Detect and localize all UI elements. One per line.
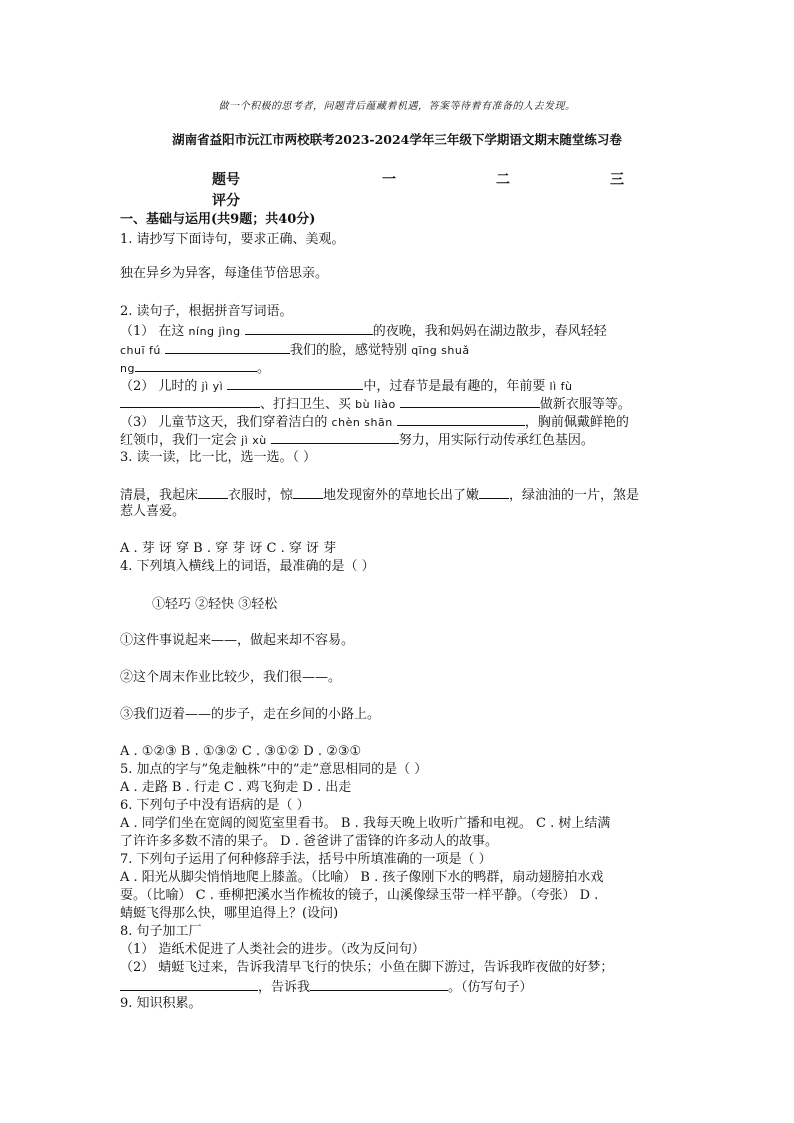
page-title: 湖南省益阳市沅江市两校联考2023-2024学年三年级下学期语文期末随堂练习卷 xyxy=(172,132,622,147)
question-2-part-1-end: ng 。 xyxy=(120,358,270,378)
answer-blank[interactable] xyxy=(293,485,323,499)
question-6-options-line-2: 了许许多多数不清的果子。 D . 爸爸讲了雷锋的许多动人的故事。 xyxy=(120,834,498,849)
pinyin: níng jìng xyxy=(188,325,241,338)
pinyin: lì fù xyxy=(549,380,573,393)
question-4-sentence-3: ③我们迈着——的步子，走在乡间的小路上。 xyxy=(120,707,381,722)
pinyin: jì xù xyxy=(241,434,267,447)
score-table-col-1: 一 xyxy=(382,172,396,188)
answer-blank[interactable] xyxy=(271,430,399,444)
answer-blank[interactable] xyxy=(400,394,540,408)
answer-blank[interactable] xyxy=(310,977,448,991)
answer-blank[interactable] xyxy=(198,485,228,499)
question-3-text-cont: 惹人喜爱。 xyxy=(120,504,186,519)
answer-blank[interactable] xyxy=(165,340,290,354)
pinyin: qīng shuǎ xyxy=(411,344,470,357)
answer-blank[interactable] xyxy=(245,321,373,335)
answer-blank[interactable] xyxy=(120,977,258,991)
question-4-sentence-2: ②这个周末作业比较少，我们很——。 xyxy=(120,670,342,685)
pinyin: ng xyxy=(120,362,135,375)
answer-blank[interactable] xyxy=(227,376,363,390)
question-3-options: A . 芽 讶 穿 B . 穿 芽 讶 C . 穿 讶 芽 xyxy=(120,541,337,556)
answer-blank[interactable] xyxy=(120,394,260,408)
question-7-options-line-3: 蜻蜓飞得那么快，哪里追得上？(设问) xyxy=(120,906,339,921)
question-2-stem: 2. 读句子，根据拼音写词语。 xyxy=(120,304,293,319)
section-heading: 一、基础与运用(共9题；共40分) xyxy=(120,212,316,227)
question-5-stem: 5. 加点的字与”兔走触株”中的”走”意思相同的是（ ） xyxy=(120,762,428,777)
question-6-options-line-1: A . 同学们坐在宽阔的阅览室里看书。 B . 我每天晚上收听广播和电视。 C . 树上结满 xyxy=(120,816,611,831)
answer-blank[interactable] xyxy=(135,358,257,372)
score-table-row-label: 题号 xyxy=(212,172,240,188)
question-2-part-3: （3） 儿童节这天，我们穿着洁白的 chèn shān ，胸前佩戴鲜艳的 xyxy=(120,412,629,432)
score-table-score-label: 评分 xyxy=(212,193,240,209)
score-table-col-3: 三 xyxy=(610,172,624,188)
question-8-part-1: （1） 造纸术促进了人类社会的进步。（改为反问句） xyxy=(120,942,425,957)
question-4-words: ①轻巧 ②轻快 ③轻松 xyxy=(152,597,278,612)
question-8-part-2-cont: ，告诉我 。（仿写句子） xyxy=(120,977,533,997)
score-table-col-2: 二 xyxy=(496,172,510,188)
question-8-part-2: （2） 蜻蜓飞过来，告诉我清早飞行的快乐；小鱼在脚下游过，告诉我昨夜做的好梦； xyxy=(120,960,614,975)
question-4-stem: 4. 下列填入横线上的词语，最准确的是（ ） xyxy=(120,559,375,574)
question-2-part-1-cont: chuī fú 我们的脸，感觉特别 qīng shuǎ xyxy=(120,340,470,360)
motto: 做一个积极的思考者，问题背后蕴藏着机遇，答案等待着有准备的人去发现。 xyxy=(218,101,576,112)
question-3-text: 清晨，我起床 衣服时，惊 地发现窗外的草地长出了嫩 ，绿油油的一片，煞是 xyxy=(120,485,639,505)
pinyin: jì yì xyxy=(201,380,224,393)
question-7-options-line-2: 耍。（比喻） C . 垂柳把溪水当作梳妆的镜子，山溪像绿玉带一样平静。（夸张） D . xyxy=(120,888,599,903)
question-4-sentence-1: ①这件事说起来——，做起来却不容易。 xyxy=(120,633,355,648)
pinyin: chuī fú xyxy=(120,344,161,357)
question-1-stem: 1. 请抄写下面诗句，要求正确、美观。 xyxy=(120,232,345,247)
answer-blank[interactable] xyxy=(479,485,509,499)
question-4-options: A . ①②③ B . ①③② C . ③①② D . ②③① xyxy=(120,744,362,759)
question-2-part-2-cont: 、打扫卫生、买 bù liào 做新衣服等等。 xyxy=(120,394,631,414)
pinyin: bù liào xyxy=(355,398,396,411)
question-2-part-1: （1） 在这 níng jìng 的夜晚，我和妈妈在湖边散步，春风轻轻 xyxy=(120,321,607,341)
pinyin: chèn shān xyxy=(331,416,393,429)
question-3-stem: 3. 读一读，比一比，选一选。（ ） xyxy=(120,450,317,465)
question-7-stem: 7. 下列句子运用了何种修辞手法，括号中所填准确的一项是（ ） xyxy=(120,852,492,867)
question-9-stem: 9. 知识积累。 xyxy=(120,996,202,1011)
question-2-part-2: （2） 儿时的 jì yì 中，过春节是最有趣的，年前要 lì fù xyxy=(120,376,572,396)
question-2-part-3-cont: 红领巾，我们一定会 jì xù 努力，用实际行动传承红色基因。 xyxy=(120,430,594,450)
question-5-options: A . 走路 B . 行走 C . 鸡飞狗走 D . 出走 xyxy=(120,780,352,795)
question-8-stem: 8. 句子加工厂 xyxy=(120,924,202,939)
question-6-stem: 6. 下列句子中没有语病的是（ ） xyxy=(120,798,310,813)
question-7-options-line-1: A . 阳光从脚尖悄悄地爬上膝盖。（比喻） B . 孩子像刚下水的鸭群，扇动翅膀拍水戏 xyxy=(120,870,604,885)
answer-blank[interactable] xyxy=(397,412,525,426)
question-1-poem: 独在异乡为异客，每逢佳节倍思亲。 xyxy=(120,266,329,281)
